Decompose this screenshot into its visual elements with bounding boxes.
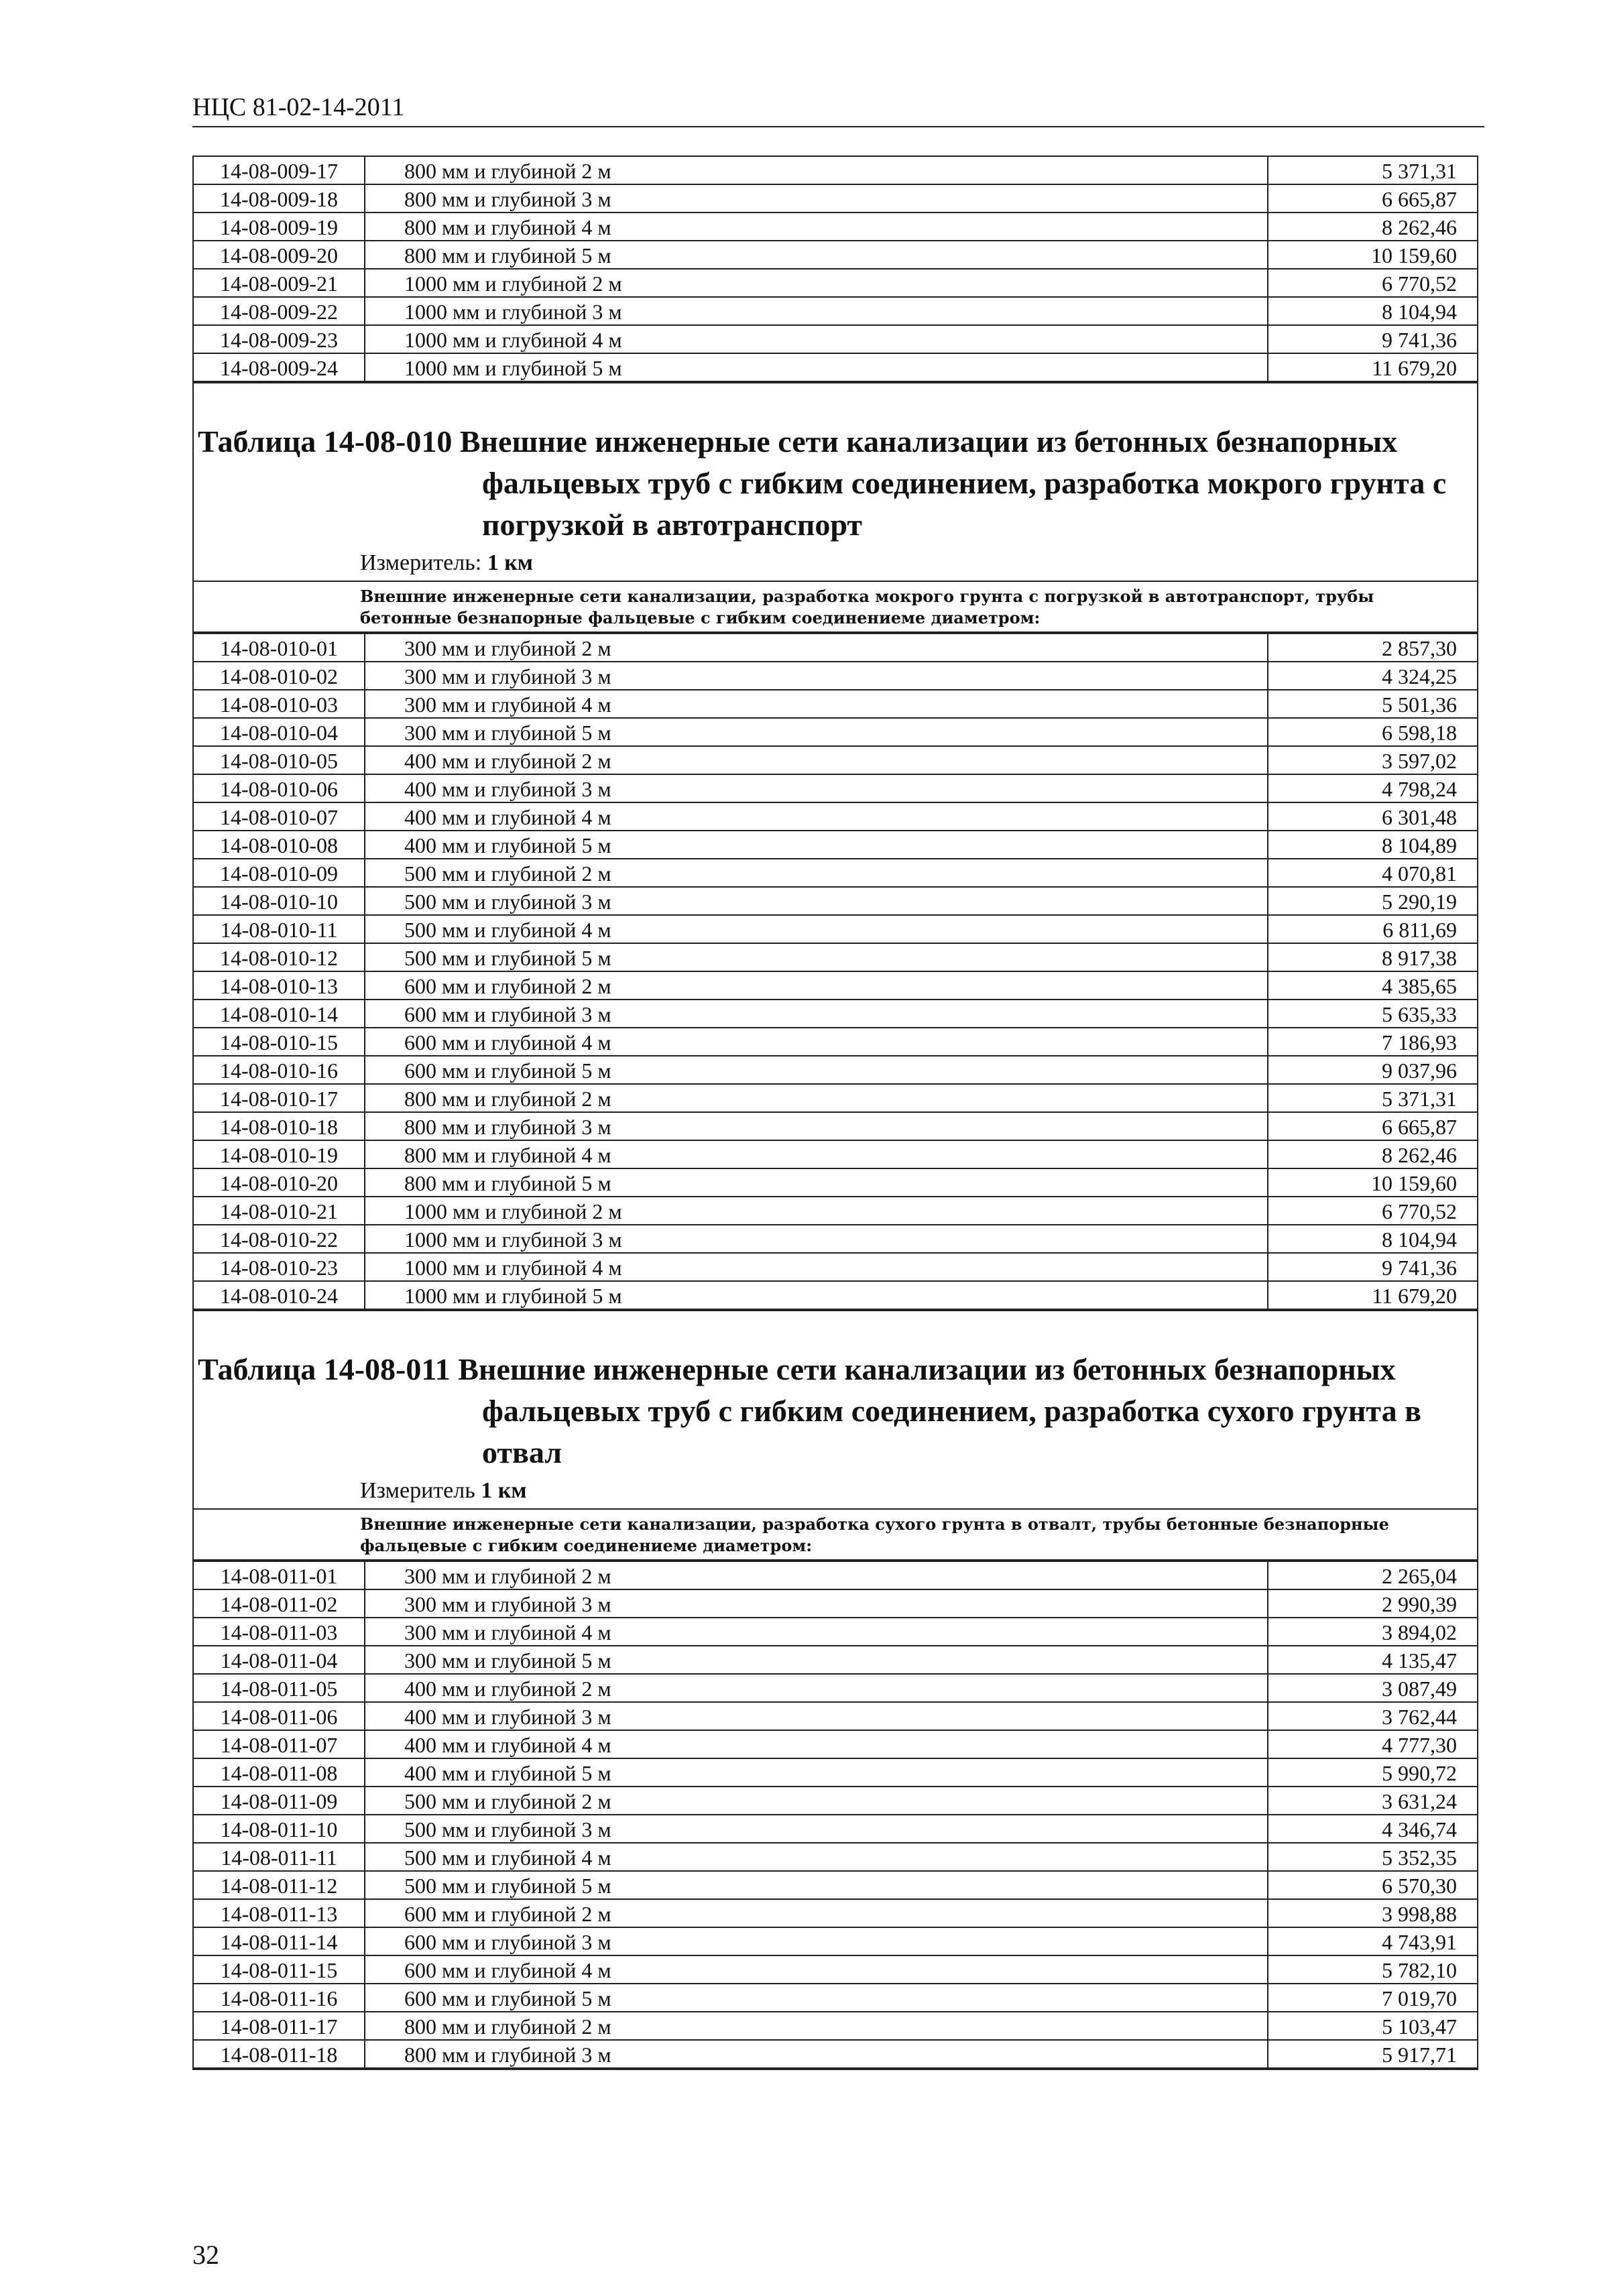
unit-line xyxy=(194,546,1477,582)
code-cell: 14-08-010-16 xyxy=(194,1056,365,1084)
table-row xyxy=(194,325,1477,353)
table-row xyxy=(194,1056,1477,1084)
table-row xyxy=(194,1589,1477,1618)
code-cell: 14-08-010-21 xyxy=(194,1197,365,1225)
code-cell: 14-08-011-07 xyxy=(194,1730,365,1758)
description-cell: 500 мм и глубиной 5 м xyxy=(365,943,1268,971)
description-cell: 600 мм и глубиной 2 м xyxy=(365,1899,1268,1927)
description-cell: 1000 мм и глубиной 4 м xyxy=(365,1253,1268,1281)
table-row xyxy=(194,1197,1477,1225)
price-cell: 4 777,30 xyxy=(1268,1730,1477,1758)
description-cell: 800 мм и глубиной 3 м xyxy=(365,2040,1268,2068)
description-cell: 300 мм и глубиной 4 м xyxy=(365,690,1268,718)
code-cell: 14-08-009-18 xyxy=(194,184,365,213)
price-cell: 9 741,36 xyxy=(1268,325,1477,353)
code-cell: 14-08-011-06 xyxy=(194,1702,365,1730)
table-row xyxy=(194,213,1477,241)
code-cell: 14-08-010-08 xyxy=(194,831,365,859)
price-cell: 8 104,94 xyxy=(1268,1225,1477,1253)
code-cell: 14-08-010-22 xyxy=(194,1225,365,1253)
description-cell: 500 мм и глубиной 2 м xyxy=(365,1787,1268,1815)
table-row xyxy=(194,1084,1477,1112)
price-cell: 5 103,47 xyxy=(1268,2012,1477,2040)
code-cell: 14-08-010-20 xyxy=(194,1168,365,1197)
code-cell: 14-08-010-23 xyxy=(194,1253,365,1281)
price-cell: 4 135,47 xyxy=(1268,1646,1477,1674)
code-cell: 14-08-011-09 xyxy=(194,1787,365,1815)
unit-line xyxy=(194,1473,1477,1510)
description-cell: 800 мм и глубиной 5 м xyxy=(365,1168,1268,1197)
group-heading: Внешние инженерные сети канализации, разработка мокрого грунта с погрузкой в автотранспорт, трубы бетонные безнапорные фальцевые с гибким соединениеме диаметром: xyxy=(194,582,1477,633)
description-cell: 800 мм и глубиной 3 м xyxy=(365,1112,1268,1140)
code-cell: 14-08-011-14 xyxy=(194,1927,365,1955)
price-cell: 5 917,71 xyxy=(1268,2040,1477,2068)
description-cell: 800 мм и глубиной 4 м xyxy=(365,1140,1268,1168)
unit-label: Измеритель: xyxy=(360,550,482,575)
description-cell: 400 мм и глубиной 3 м xyxy=(365,774,1268,802)
price-cell: 5 501,36 xyxy=(1268,690,1477,718)
table-row xyxy=(194,1225,1477,1253)
code-cell: 14-08-010-06 xyxy=(194,774,365,802)
table-row xyxy=(194,1815,1477,1843)
price-cell: 11 679,20 xyxy=(1268,353,1477,381)
code-cell: 14-08-010-03 xyxy=(194,690,365,718)
description-cell: 400 мм и глубиной 2 м xyxy=(365,1674,1268,1702)
code-cell: 14-08-009-17 xyxy=(194,156,365,184)
table-row xyxy=(194,1561,1477,1589)
page-header: НЦС 81-02-14-2011 xyxy=(192,93,405,121)
price-cell: 4 324,25 xyxy=(1268,662,1477,690)
price-cell: 6 665,87 xyxy=(1268,1112,1477,1140)
table-title-rest: фальцевых труб с гибким соединением, разработка мокрого грунта с погрузкой в автотранспорт xyxy=(482,466,1447,542)
table-row xyxy=(194,1674,1477,1702)
table-row xyxy=(194,831,1477,859)
table-title-lead: Таблица 14-08-011 Внешние инженерные сети канализации из бетонных безнапорных xyxy=(198,1352,1396,1386)
price-cell: 5 990,72 xyxy=(1268,1758,1477,1787)
table-row xyxy=(194,1281,1477,1309)
table-row xyxy=(194,662,1477,690)
code-cell: 14-08-010-13 xyxy=(194,971,365,1000)
table-title-lead: Таблица 14-08-010 Внешние инженерные сети канализации из бетонных безнапорных xyxy=(198,424,1398,459)
unit-value: 1 км xyxy=(487,550,533,575)
table-row xyxy=(194,1702,1477,1730)
description-cell: 500 мм и глубиной 3 м xyxy=(365,1815,1268,1843)
price-cell: 10 159,60 xyxy=(1268,1168,1477,1197)
description-cell: 500 мм и глубиной 4 м xyxy=(365,1843,1268,1871)
code-cell: 14-08-011-10 xyxy=(194,1815,365,1843)
price-cell: 6 811,69 xyxy=(1268,915,1477,943)
document-table-frame xyxy=(192,156,1478,2070)
description-cell: 400 мм и глубиной 2 м xyxy=(365,746,1268,774)
table-row xyxy=(194,1618,1477,1646)
code-cell: 14-08-010-10 xyxy=(194,887,365,915)
description-cell: 400 мм и глубиной 5 м xyxy=(365,1758,1268,1787)
price-cell: 7 186,93 xyxy=(1268,1028,1477,1056)
price-cell: 3 087,49 xyxy=(1268,1674,1477,1702)
code-cell: 14-08-010-15 xyxy=(194,1028,365,1056)
description-cell: 500 мм и глубиной 4 м xyxy=(365,915,1268,943)
table-row xyxy=(194,1112,1477,1140)
code-cell: 14-08-010-18 xyxy=(194,1112,365,1140)
code-cell: 14-08-009-21 xyxy=(194,269,365,297)
table-row xyxy=(194,943,1477,971)
description-cell: 1000 мм и глубиной 4 м xyxy=(365,325,1268,353)
description-cell: 800 мм и глубиной 2 м xyxy=(365,2012,1268,2040)
description-cell: 300 мм и глубиной 4 м xyxy=(365,1618,1268,1646)
table-row xyxy=(194,1028,1477,1056)
description-cell: 300 мм и глубиной 3 м xyxy=(365,662,1268,690)
code-cell: 14-08-009-24 xyxy=(194,353,365,381)
description-cell: 400 мм и глубиной 4 м xyxy=(365,1730,1268,1758)
price-cell: 9 741,36 xyxy=(1268,1253,1477,1281)
table-row xyxy=(194,1168,1477,1197)
price-cell: 5 352,35 xyxy=(1268,1843,1477,1871)
table-section-010 xyxy=(194,410,1477,1310)
table-row xyxy=(194,184,1477,213)
table-row xyxy=(194,887,1477,915)
description-cell: 500 мм и глубиной 5 м xyxy=(365,1871,1268,1899)
description-cell: 800 мм и глубиной 2 м xyxy=(365,156,1268,184)
description-cell: 500 мм и глубиной 3 м xyxy=(365,887,1268,915)
price-cell: 6 770,52 xyxy=(1268,1197,1477,1225)
table-row xyxy=(194,1253,1477,1281)
price-cell: 2 990,39 xyxy=(1268,1589,1477,1618)
description-cell: 600 мм и глубиной 5 м xyxy=(365,1984,1268,2012)
code-cell: 14-08-011-03 xyxy=(194,1618,365,1646)
code-cell: 14-08-010-11 xyxy=(194,915,365,943)
description-cell: 600 мм и глубиной 5 м xyxy=(365,1056,1268,1084)
code-cell: 14-08-011-04 xyxy=(194,1646,365,1674)
code-cell: 14-08-011-16 xyxy=(194,1984,365,2012)
table-row xyxy=(194,2040,1477,2068)
table-title xyxy=(194,410,1477,546)
price-cell: 6 570,30 xyxy=(1268,1871,1477,1899)
table-title xyxy=(194,1338,1477,1473)
description-cell: 800 мм и глубиной 3 м xyxy=(365,184,1268,213)
description-cell: 1000 мм и глубиной 3 м xyxy=(365,297,1268,325)
code-cell: 14-08-011-15 xyxy=(194,1955,365,1984)
description-cell: 1000 мм и глубиной 2 м xyxy=(365,269,1268,297)
table-row xyxy=(194,1899,1477,1927)
price-cell: 3 631,24 xyxy=(1268,1787,1477,1815)
table-row xyxy=(194,633,1477,662)
price-cell: 6 665,87 xyxy=(1268,184,1477,213)
price-cell: 3 998,88 xyxy=(1268,1899,1477,1927)
code-cell: 14-08-011-17 xyxy=(194,2012,365,2040)
code-cell: 14-08-011-18 xyxy=(194,2040,365,2068)
group-heading: Внешние инженерные сети канализации, разработка сухого грунта в отвалт, трубы бетонные безнапорные фальцевые с гибким соединениеме диаметром: xyxy=(194,1510,1477,1561)
description-cell: 400 мм и глубиной 4 м xyxy=(365,802,1268,831)
description-cell: 400 мм и глубиной 3 м xyxy=(365,1702,1268,1730)
description-cell: 800 мм и глубиной 2 м xyxy=(365,1084,1268,1112)
table-row xyxy=(194,1758,1477,1787)
table-row xyxy=(194,1787,1477,1815)
table-row xyxy=(194,690,1477,718)
code-cell: 14-08-011-12 xyxy=(194,1871,365,1899)
price-cell: 5 371,31 xyxy=(1268,1084,1477,1112)
description-cell: 600 мм и глубиной 4 м xyxy=(365,1955,1268,1984)
price-cell: 4 346,74 xyxy=(1268,1815,1477,1843)
code-cell: 14-08-010-12 xyxy=(194,943,365,971)
description-cell: 600 мм и глубиной 4 м xyxy=(365,1028,1268,1056)
price-cell: 6 301,48 xyxy=(1268,802,1477,831)
price-cell: 3 762,44 xyxy=(1268,1702,1477,1730)
table-row xyxy=(194,269,1477,297)
code-cell: 14-08-011-02 xyxy=(194,1589,365,1618)
table-row xyxy=(194,802,1477,831)
unit-label: Измеритель xyxy=(360,1478,475,1503)
price-cell: 10 159,60 xyxy=(1268,241,1477,269)
price-cell: 6 598,18 xyxy=(1268,718,1477,746)
code-cell: 14-08-011-05 xyxy=(194,1674,365,1702)
price-cell: 8 262,46 xyxy=(1268,1140,1477,1168)
table-row xyxy=(194,1927,1477,1955)
price-cell: 4 070,81 xyxy=(1268,859,1477,887)
description-cell: 600 мм и глубиной 2 м xyxy=(365,971,1268,1000)
description-cell: 600 мм и глубиной 3 м xyxy=(365,1000,1268,1028)
price-cell: 8 104,89 xyxy=(1268,831,1477,859)
price-cell: 8 104,94 xyxy=(1268,297,1477,325)
price-cell: 3 597,02 xyxy=(1268,746,1477,774)
table-row xyxy=(194,746,1477,774)
price-cell: 9 037,96 xyxy=(1268,1056,1477,1084)
rates-table-011 xyxy=(194,1561,1477,2069)
table-section-011 xyxy=(194,1338,1477,2069)
section-gap xyxy=(194,1310,1477,1338)
code-cell: 14-08-011-13 xyxy=(194,1899,365,1927)
unit-value: 1 км xyxy=(481,1478,527,1503)
table-row xyxy=(194,156,1477,184)
rates-table-010 xyxy=(194,633,1477,1310)
table-row xyxy=(194,718,1477,746)
description-cell: 500 мм и глубиной 2 м xyxy=(365,859,1268,887)
table-row xyxy=(194,1871,1477,1899)
price-cell: 2 265,04 xyxy=(1268,1561,1477,1589)
description-cell: 800 мм и глубиной 4 м xyxy=(365,213,1268,241)
code-cell: 14-08-011-08 xyxy=(194,1758,365,1787)
table-row xyxy=(194,774,1477,802)
price-cell: 4 743,91 xyxy=(1268,1927,1477,1955)
description-cell: 1000 мм и глубиной 5 м xyxy=(365,1281,1268,1309)
code-cell: 14-08-011-11 xyxy=(194,1843,365,1871)
table-row xyxy=(194,241,1477,269)
description-cell: 300 мм и глубиной 5 м xyxy=(365,1646,1268,1674)
code-cell: 14-08-009-22 xyxy=(194,297,365,325)
code-cell: 14-08-009-23 xyxy=(194,325,365,353)
price-cell: 2 857,30 xyxy=(1268,633,1477,662)
price-cell: 5 635,33 xyxy=(1268,1000,1477,1028)
description-cell: 1000 мм и глубиной 3 м xyxy=(365,1225,1268,1253)
price-cell: 6 770,52 xyxy=(1268,269,1477,297)
description-cell: 400 мм и глубиной 5 м xyxy=(365,831,1268,859)
table-row xyxy=(194,353,1477,381)
code-cell: 14-08-010-19 xyxy=(194,1140,365,1168)
code-cell: 14-08-010-14 xyxy=(194,1000,365,1028)
description-cell: 300 мм и глубиной 2 м xyxy=(365,633,1268,662)
section-gap xyxy=(194,382,1477,410)
table-row xyxy=(194,1955,1477,1984)
code-cell: 14-08-010-02 xyxy=(194,662,365,690)
table-row xyxy=(194,1646,1477,1674)
table-row xyxy=(194,971,1477,1000)
price-cell: 4 385,65 xyxy=(1268,971,1477,1000)
table-row xyxy=(194,1984,1477,2012)
table-row xyxy=(194,1000,1477,1028)
price-cell: 3 894,02 xyxy=(1268,1618,1477,1646)
price-cell: 5 782,10 xyxy=(1268,1955,1477,1984)
table-row xyxy=(194,859,1477,887)
description-cell: 600 мм и глубиной 3 м xyxy=(365,1927,1268,1955)
code-cell: 14-08-011-01 xyxy=(194,1561,365,1589)
table-row xyxy=(194,1843,1477,1871)
code-cell: 14-08-010-07 xyxy=(194,802,365,831)
code-cell: 14-08-010-17 xyxy=(194,1084,365,1112)
code-cell: 14-08-009-20 xyxy=(194,241,365,269)
description-cell: 1000 мм и глубиной 5 м xyxy=(365,353,1268,381)
code-cell: 14-08-010-04 xyxy=(194,718,365,746)
description-cell: 1000 мм и глубиной 2 м xyxy=(365,1197,1268,1225)
header-rule xyxy=(192,126,1484,127)
price-cell: 11 679,20 xyxy=(1268,1281,1477,1309)
price-cell: 8 262,46 xyxy=(1268,213,1477,241)
rates-table-009-tail xyxy=(194,156,1477,382)
page-number: 32 xyxy=(192,2240,219,2270)
code-cell: 14-08-009-19 xyxy=(194,213,365,241)
price-cell: 8 917,38 xyxy=(1268,943,1477,971)
code-cell: 14-08-010-05 xyxy=(194,746,365,774)
price-cell: 5 290,19 xyxy=(1268,887,1477,915)
description-cell: 300 мм и глубиной 5 м xyxy=(365,718,1268,746)
price-cell: 4 798,24 xyxy=(1268,774,1477,802)
price-cell: 5 371,31 xyxy=(1268,156,1477,184)
code-cell: 14-08-010-01 xyxy=(194,633,365,662)
price-cell: 7 019,70 xyxy=(1268,1984,1477,2012)
code-cell: 14-08-010-24 xyxy=(194,1281,365,1309)
table-title-rest: фальцевых труб с гибким соединением, разработка сухого грунта в отвал xyxy=(482,1394,1421,1469)
code-cell: 14-08-010-09 xyxy=(194,859,365,887)
table-row xyxy=(194,1730,1477,1758)
table-row xyxy=(194,915,1477,943)
description-cell: 300 мм и глубиной 2 м xyxy=(365,1561,1268,1589)
table-row xyxy=(194,1140,1477,1168)
description-cell: 300 мм и глубиной 3 м xyxy=(365,1589,1268,1618)
table-row xyxy=(194,297,1477,325)
table-row xyxy=(194,2012,1477,2040)
description-cell: 800 мм и глубиной 5 м xyxy=(365,241,1268,269)
